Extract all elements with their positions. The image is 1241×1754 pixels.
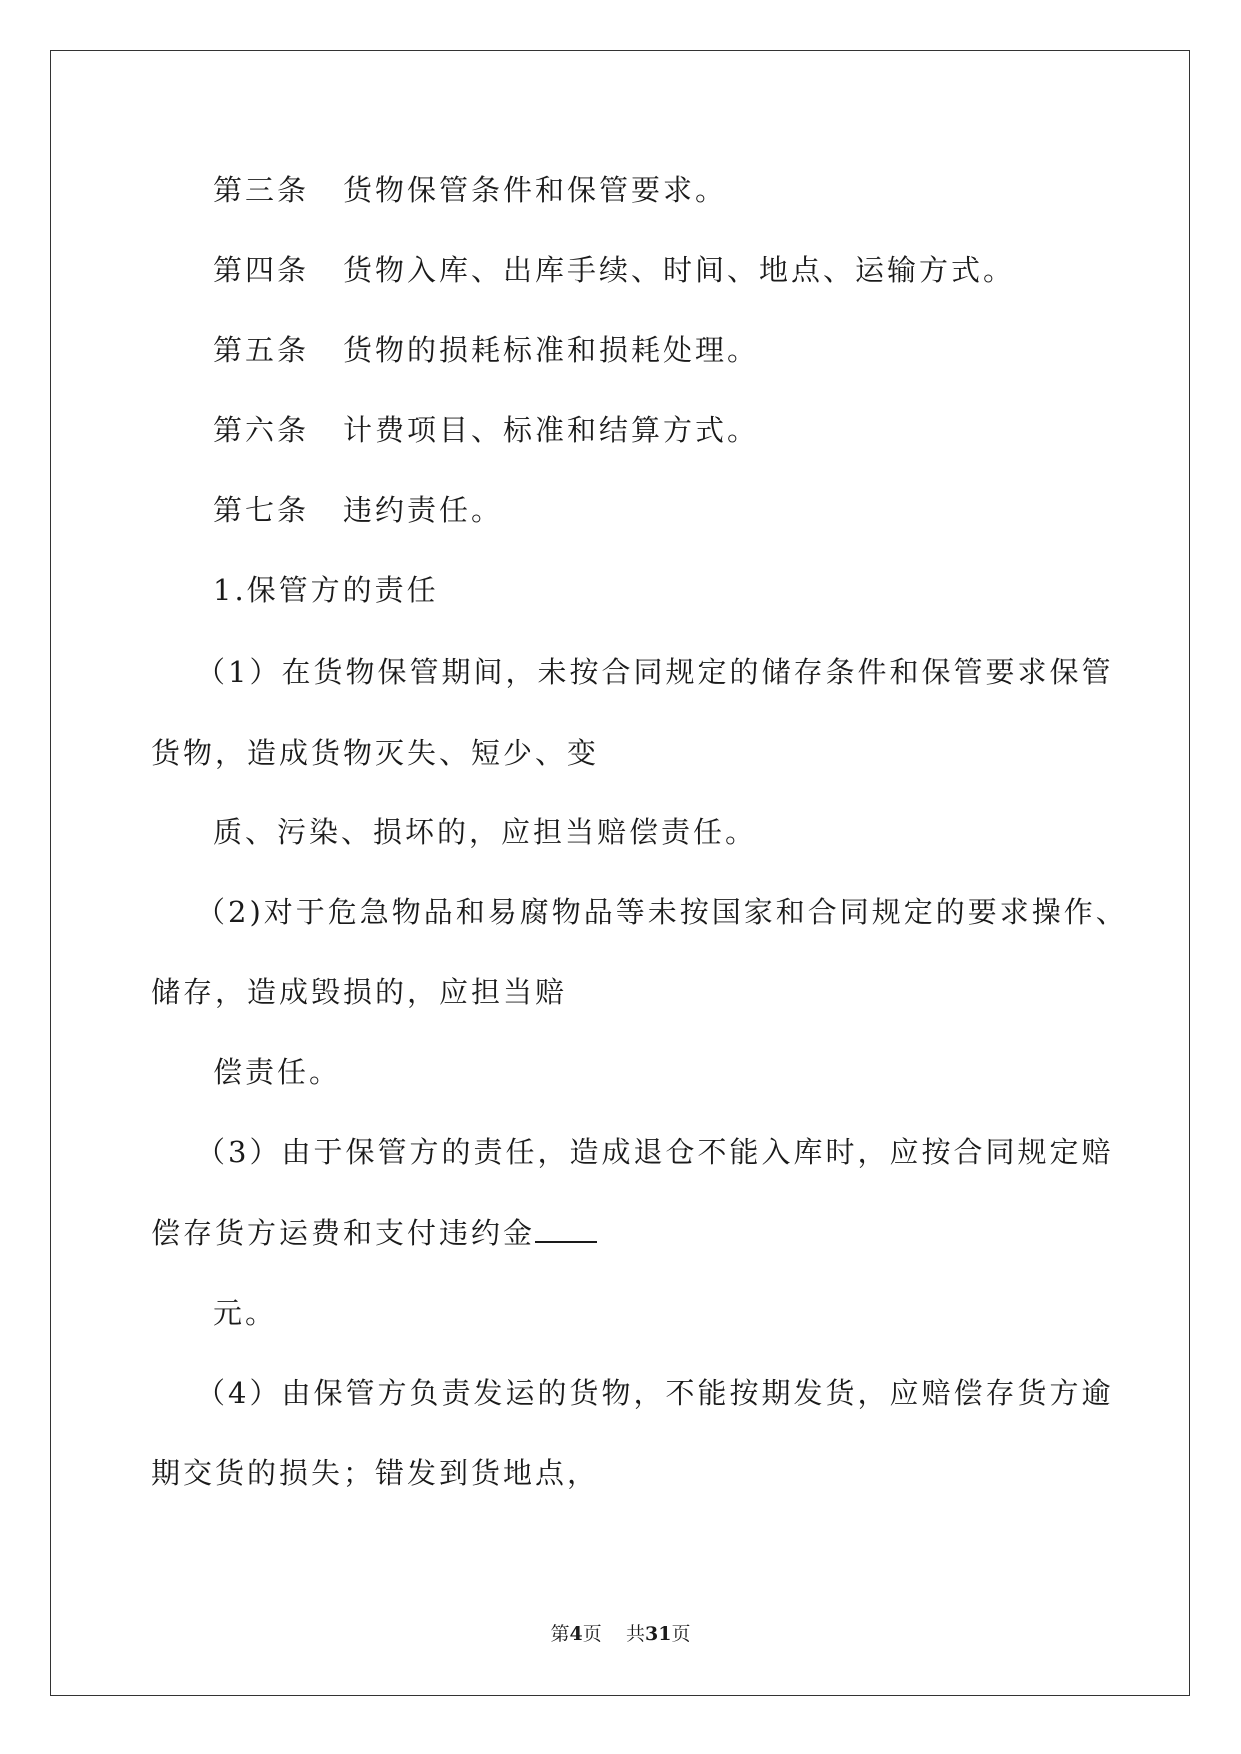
article-6 [213,410,759,450]
amount-blank-line [535,1213,597,1243]
article-5 [213,330,759,370]
page-border [50,50,1190,1696]
article-number: 第三条 [213,173,310,207]
article-number: 第四条 [213,253,310,287]
article-3 [213,170,727,210]
clause-3-line-2-text: 偿存货方运费和支付违约金 [151,1216,536,1250]
clause-2-line-2: 储存，造成毁损的，应担当赔 [151,975,568,1009]
clause-1-line-1: （1）在货物保管期间，未按合同规定的储存条件和保管要求保管 [196,655,1114,689]
article-number: 第六条 [213,413,310,447]
section-heading: 1.保管方的责任 [213,573,439,607]
footer-total-suffix: 页 [671,1623,691,1645]
article-text: 货物保管条件和保管要求。 [343,173,728,207]
clause-1-line-2: 货物，造成货物灭失、短少、变 [151,736,600,770]
article-text: 货物的损耗标准和损耗处理。 [343,333,760,367]
footer-prefix: 第 [550,1623,570,1645]
article-text: 计费项目、标准和结算方式。 [343,413,760,447]
clause-3-line-1: （3）由于保管方的责任，造成退仓不能入库时，应按合同规定赔 [196,1135,1114,1169]
clause-2-line-3: 偿责任。 [213,1055,342,1089]
clause-4-line-2: 期交货的损失；错发到货地点， [151,1456,600,1490]
clause-3-line-3: 元。 [213,1296,278,1330]
article-text: 货物入库、出库手续、时间、地点、运输方式。 [343,253,1016,287]
footer-total-prefix: 共 [625,1623,645,1645]
clause-4-line-1: （4）由保管方负责发运的货物，不能按期发货，应赔偿存货方逾 [196,1376,1114,1410]
clause-1-line-3: 质、污染、损坏的，应担当赔偿责任。 [213,815,758,849]
article-number: 第五条 [213,333,310,367]
page-footer [0,1622,1241,1646]
clause-3-line-2 [151,1213,597,1253]
clause-2-line-1: （2)对于危急物品和易腐物品等未按国家和合同规定的要求操作、 [196,895,1128,929]
article-text: 违约责任。 [343,493,504,527]
footer-total-pages: 31 [644,1623,672,1645]
footer-page-suffix: 页 [582,1623,602,1645]
footer-page-number: 4 [569,1623,583,1645]
article-4 [213,250,1015,290]
article-7 [213,490,503,530]
article-number: 第七条 [213,493,310,527]
